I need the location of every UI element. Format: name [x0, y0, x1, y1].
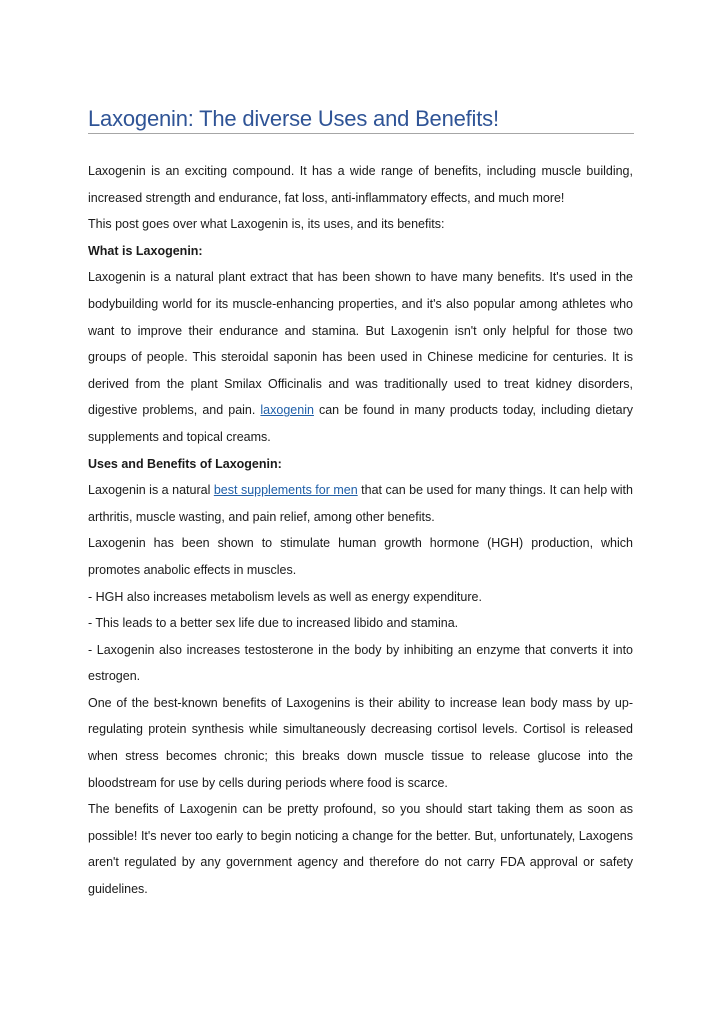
best-supplements-link[interactable]: best supplements for men: [213, 483, 358, 498]
bullet-testosterone: - Laxogenin also increases testosterone in the body by inhibiting an enzyme that converts it into estrogen.: [88, 642, 633, 684]
intro-paragraph: Laxogenin is an exciting compound. It has a wide range of benefits, including muscle building, increased strength and endurance, fat loss, anti-inflammatory effects, and much more!: [88, 164, 633, 205]
what-is-paragraph: [88, 264, 633, 450]
what-is-text-before-link: Laxogenin is a natural plant extract that has been shown to have many benefits. It's used in the bodybuilding world for its muscle-enhancing properties, and it's also popular among athletes who want to improve their endurance and stamina. But Laxogenin isn't only helpful for those two groups of people. This steroidal saponin has been used in Chinese medicine for centuries. It is derived from the plant Smilax Officinalis and was traditionally used to treat kidney disorders, digestive problems, and pain.: [88, 270, 633, 418]
bullet-libido: - This leads to a better sex life due to increased libido and stamina.: [88, 616, 459, 631]
section-heading-uses-benefits: Uses and Benefits of Laxogenin:: [88, 456, 282, 471]
uses-text-before-link: Laxogenin is a natural: [88, 483, 211, 498]
uses-text-after-link: that can be used for many things. It can help with arthritis, muscle wasting, and pain relief, among other benefits.: [88, 483, 633, 524]
overview-paragraph: This post goes over what Laxogenin is, its uses, and its benefits:: [88, 217, 445, 232]
section-heading-what-is: What is Laxogenin:: [88, 243, 203, 258]
uses-paragraph-2: Laxogenin has been shown to stimulate human growth hormone (HGH) production, which promotes anabolic effects in muscles.: [88, 536, 633, 577]
title-underline: [88, 133, 634, 134]
uses-paragraph-4: The benefits of Laxogenin can be pretty profound, so you should start taking them as soon as possible! It's never too early to begin noticing a change for the better. But, unfortunately, Laxogens aren't regulated by any government agency and therefore do not carry FDA approval or safety guidelines.: [88, 802, 633, 897]
article-body: [88, 158, 633, 903]
laxogenin-link[interactable]: laxogenin: [260, 403, 314, 418]
what-is-text-after-link: can be found in many products today, including dietary supplements and topical creams.: [88, 403, 633, 444]
uses-paragraph-1: [88, 477, 633, 530]
uses-paragraph-3: One of the best-known benefits of Laxogenins is their ability to increase lean body mass by up-regulating protein synthesis while simultaneously decreasing cortisol levels. Cortisol is released when stress becomes chronic; this breaks down muscle tissue to release glucose into the bloodstream for use by cells during periods where food is scarce.: [88, 695, 633, 790]
bullet-hgh-metabolism: - HGH also increases metabolism levels as well as energy expenditure.: [88, 589, 482, 604]
page-title: Laxogenin: The diverse Uses and Benefits!: [88, 106, 499, 131]
